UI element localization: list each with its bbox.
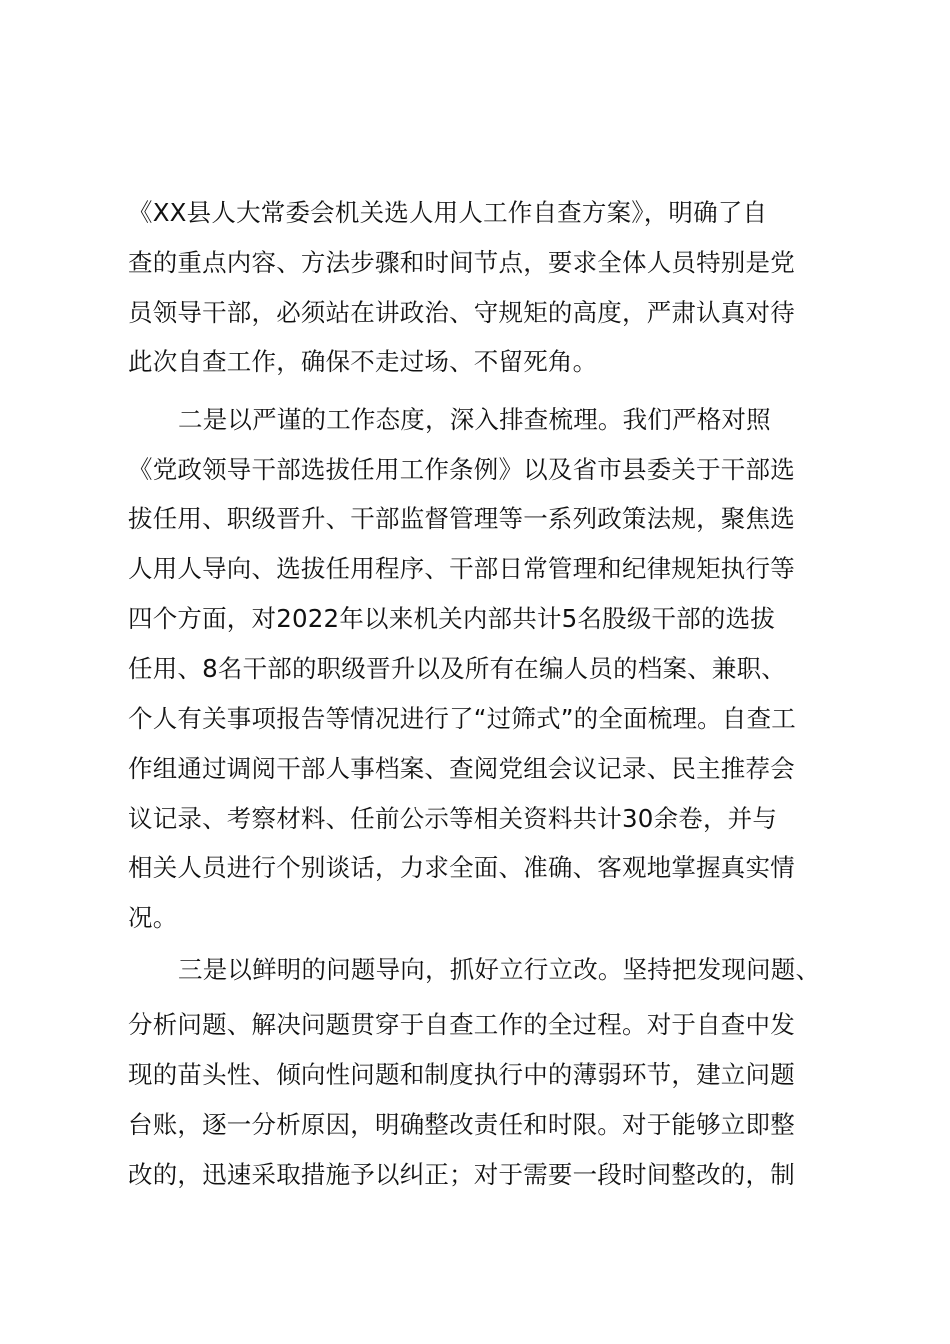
text-line: 二是以严谨的工作态度，深入排查梳理。我们严格对照 — [178, 405, 771, 434]
text-line: 况。 — [128, 903, 178, 932]
text-line: 四个方面，对2022年以来机关内部共计5名股级干部的选拔 — [128, 604, 776, 633]
text-line: 三是以鲜明的问题导向，抓好立行立改。坚持把发现问题、 — [178, 955, 821, 984]
text-line: 任用、8名干部的职级晋升以及所有在编人员的档案、兼职、 — [128, 654, 786, 683]
text-line: 《党政领导干部选拔任用工作条例》以及省市县委关于干部选 — [128, 455, 795, 484]
text-line: 个人有关事项报告等情况进行了“过筛式”的全面梳理。自查工 — [128, 704, 796, 733]
text-line: 员领导干部，必须站在讲政治、守规矩的高度，严肃认真对待 — [128, 298, 795, 327]
text-line: 此次自查工作，确保不走过场、不留死角。 — [128, 347, 598, 376]
text-line: 人用人导向、选拔任用程序、干部日常管理和纪律规矩执行等 — [128, 554, 795, 583]
text-line: 议记录、考察材料、任前公示等相关资料共计30余卷，并与 — [128, 804, 778, 833]
text-line: 台账，逐一分析原因，明确整改责任和时限。对于能够立即整 — [128, 1110, 795, 1139]
text-line: 拔任用、职级晋升、干部监督管理等一系列政策法规，聚焦选 — [128, 504, 795, 533]
text-line: 分析问题、解决问题贯穿于自查工作的全过程。对于自查中发 — [128, 1010, 795, 1039]
text-line: 改的，迅速采取措施予以纠正；对于需要一段时间整改的，制 — [128, 1160, 795, 1189]
text-line: 现的苗头性、倾向性问题和制度执行中的薄弱环节，建立问题 — [128, 1060, 795, 1089]
text-line: 查的重点内容、方法步骤和时间节点，要求全体人员特别是党 — [128, 248, 795, 277]
text-line: 作组通过调阅干部人事档案、查阅党组会议记录、民主推荐会 — [128, 754, 795, 783]
text-line: 相关人员进行个别谈话，力求全面、准确、客观地掌握真实情 — [128, 853, 795, 882]
text-line: 《XX县人大常委会机关选人用人工作自查方案》，明确了自 — [128, 198, 768, 227]
